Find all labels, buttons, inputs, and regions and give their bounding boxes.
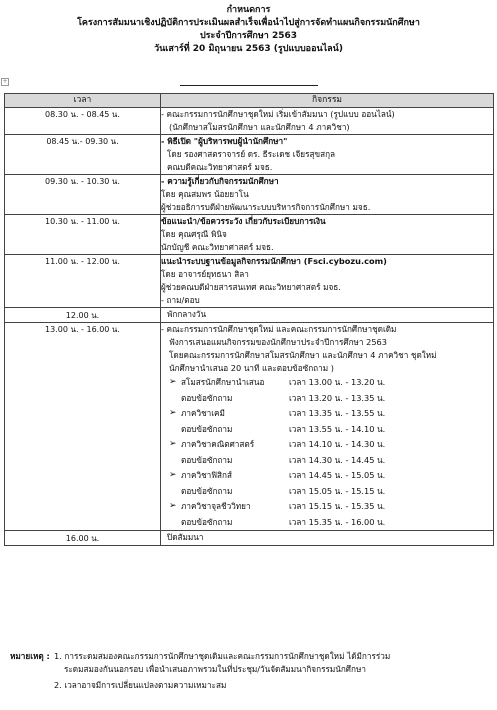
arrow-bullet-icon: ➢ xyxy=(169,501,177,511)
activity-line: โดย อาจารย์ยุทธนา สิลา xyxy=(161,269,249,279)
column-header-activity: กิจกรรม xyxy=(161,94,494,108)
presentation-slot xyxy=(161,468,493,484)
presenter-name: ตอบข้อซักถาม xyxy=(181,516,233,527)
activity-line: คณบดีคณะวิทยาศาสตร์ มจธ. xyxy=(167,162,273,172)
time-cell: 12.00 น. xyxy=(5,308,161,323)
activity-cell xyxy=(161,108,494,135)
presentation-schedule xyxy=(161,375,493,530)
schedule-table xyxy=(4,93,494,546)
presentation-slot xyxy=(161,437,493,453)
time-cell: 10.30 น. - 11.00 น. xyxy=(5,215,161,255)
table-header-row xyxy=(5,94,494,108)
presentation-slot xyxy=(161,391,493,407)
activity-line: โดย รองศาสตราจารย์ ดร. ธีระเดช เจียรสุขสกุล xyxy=(167,149,336,159)
presenter-name: ภาควิชาจุลชีววิทยา xyxy=(181,501,251,511)
header-divider xyxy=(180,85,318,86)
activity-line: ฟังการเสนอแผนกิจกรรมของนักศึกษาประจำปีการศึกษา 2563 xyxy=(169,337,387,347)
table-row xyxy=(5,135,494,175)
table-move-handle-icon[interactable]: + xyxy=(2,78,8,85)
activity-cell xyxy=(161,308,494,323)
activity-line: - ถาม/ตอบ xyxy=(161,295,200,305)
activity-cell xyxy=(161,323,494,531)
slot-time: เวลา 13.00 น. - 13.20 น. xyxy=(289,377,386,387)
table-row xyxy=(5,215,494,255)
arrow-bullet-icon: ➢ xyxy=(169,439,177,449)
activity-line: - คณะกรรมการนักศึกษาชุดใหม่ เริ่มเข้าสัมมนา (รูปแบบ ออนไลน์) xyxy=(161,109,395,119)
time-cell: 11.00 น. - 12.00 น. xyxy=(5,255,161,308)
presentation-slot xyxy=(161,515,493,531)
arrow-bullet-icon xyxy=(161,453,181,469)
activity-line: นักบัญชี คณะวิทยาศาสตร์ มจธ. xyxy=(161,242,274,252)
arrow-bullet-icon xyxy=(161,515,181,531)
activity-line: - พิธีเปิด "ผู้บริหารพบผู้นำนักศึกษา" xyxy=(161,136,288,146)
activity-line: - คณะกรรมการนักศึกษาชุดใหม่ และคณะกรรมการนักศึกษาชุดเดิม xyxy=(161,324,397,334)
activity-cell xyxy=(161,175,494,215)
slot-time: เวลา 14.10 น. - 14.30 น. xyxy=(289,439,386,449)
presenter-name: ตอบข้อซักถาม xyxy=(181,454,233,465)
presenter-name: ตอบข้อซักถาม xyxy=(181,485,233,496)
notes-section xyxy=(10,650,490,692)
slot-time: เวลา 15.05 น. - 15.15 น. xyxy=(289,485,386,496)
activity-line: โดย คุณสมพร น้อยยาโน xyxy=(161,189,249,199)
arrow-bullet-icon xyxy=(161,484,181,500)
note-item: ระดมสมองกันนอกรอบ เพื่อนำเสนอภาพรวมในที่ประชุม/วันจัดสัมมนากิจกรรมนักศึกษา xyxy=(64,664,366,674)
table-row xyxy=(5,108,494,135)
presenter-name: ตอบข้อซักถาม xyxy=(181,392,233,403)
presentation-slot xyxy=(161,406,493,422)
activity-line: พักกลางวัน xyxy=(167,309,207,319)
slot-time: เวลา 13.55 น. - 14.10 น. xyxy=(289,423,386,434)
document-header xyxy=(0,4,497,56)
presentation-slot xyxy=(161,422,493,438)
note-item: 2. เวลาอาจมีการเปลี่ยนแปลงตามความเหมาะสม xyxy=(54,680,227,690)
slot-time: เวลา 14.45 น. - 15.05 น. xyxy=(289,470,386,480)
table-row xyxy=(5,531,494,546)
time-cell: 08.30 น. - 08.45 น. xyxy=(5,108,161,135)
table-row xyxy=(5,308,494,323)
activity-line: ปิดสัมมนา xyxy=(167,532,204,542)
presenter-name: ตอบข้อซักถาม xyxy=(181,423,233,434)
activity-cell xyxy=(161,531,494,546)
slot-time: เวลา 14.30 น. - 14.45 น. xyxy=(289,454,386,465)
header-title: กำหนดการ xyxy=(226,5,271,15)
activity-line: ผู้ช่วยคณบดีฝ่ายสารสนเทศ คณะวิทยาศาสตร์ มจธ. xyxy=(161,282,341,292)
slot-time: เวลา 13.35 น. - 13.55 น. xyxy=(289,408,386,418)
time-cell: 16.00 น. xyxy=(5,531,161,546)
presenter-name: สโมสรนักศึกษานำเสนอ xyxy=(181,377,265,387)
presenter-name: ภาควิชาฟิสิกส์ xyxy=(181,470,232,480)
header-project: โครงการสัมมนาเชิงปฏิบัติการประเมินผลสำเร็จเพื่อนำไปสู่การจัดทำแผนกิจกรรมนักศึกษา xyxy=(77,18,420,28)
arrow-bullet-icon xyxy=(161,422,181,438)
presenter-name: ภาควิชาเคมี xyxy=(181,408,225,418)
activity-line: นักศึกษานำเสนอ 20 นาที และตอบข้อซักถาม ) xyxy=(169,363,334,373)
activity-line: โดย คุณศรุณี พินิจ xyxy=(161,229,227,239)
time-cell: 08.45 น.- 09.30 น. xyxy=(5,135,161,175)
time-cell: 13.00 น. - 16.00 น. xyxy=(5,323,161,531)
table-row xyxy=(5,323,494,531)
notes-label: หมายเหตุ : xyxy=(10,651,50,661)
note-item: 1. การระดมสมองคณะกรรมการนักศึกษาชุดเดิมและคณะกรรมการนักศึกษาชุดใหม่ ได้มีการร่วม xyxy=(54,651,391,661)
arrow-bullet-icon: ➢ xyxy=(169,408,177,418)
presentation-slot xyxy=(161,453,493,469)
table-row xyxy=(5,255,494,308)
activity-line: - ความรู้เกี่ยวกับกิจกรรมนักศึกษา xyxy=(161,176,279,186)
header-year: ประจำปีการศึกษา 2563 xyxy=(199,31,298,41)
arrow-bullet-icon xyxy=(161,391,181,407)
presentation-slot xyxy=(161,484,493,500)
slot-time: เวลา 15.15 น. - 15.35 น. xyxy=(289,501,386,511)
arrow-bullet-icon: ➢ xyxy=(169,377,177,387)
slot-time: เวลา 15.35 น. - 16.00 น. xyxy=(289,516,386,527)
table-row xyxy=(5,175,494,215)
activity-line: ผู้ช่วยอธิการบดีฝ่ายพัฒนาระบบบริหารกิจการนักศึกษา มจธ. xyxy=(161,202,371,212)
time-cell: 09.30 น. - 10.30 น. xyxy=(5,175,161,215)
presentation-slot xyxy=(161,499,493,515)
activity-line: ข้อแนะนำ/ข้อควรระวัง เกี่ยวกับระเบียบการเงิน xyxy=(161,216,326,226)
slot-time: เวลา 13.20 น. - 13.35 น. xyxy=(289,392,386,403)
activity-line: (นักศึกษาสโมสรนักศึกษา และนักศึกษา 4 ภาควิชา) xyxy=(169,122,350,132)
activity-line: แนะนำระบบฐานข้อมูลกิจกรรมนักศึกษา (Fsci.cybozu.com) xyxy=(161,256,387,266)
activity-cell xyxy=(161,215,494,255)
header-date: วันเสาร์ที่ 20 มิถุนายน 2563 (รูปแบบออนไลน์) xyxy=(154,44,343,54)
presentation-slot xyxy=(161,375,493,391)
column-header-time: เวลา xyxy=(5,94,161,108)
arrow-bullet-icon: ➢ xyxy=(169,470,177,480)
activity-line: โดยคณะกรรมการนักศึกษาสโมสรนักศึกษา และนักศึกษา 4 ภาควิชา ชุดใหม่ xyxy=(169,350,437,360)
activity-cell xyxy=(161,135,494,175)
activity-cell xyxy=(161,255,494,308)
presenter-name: ภาควิชาคณิตศาสตร์ xyxy=(181,439,255,449)
